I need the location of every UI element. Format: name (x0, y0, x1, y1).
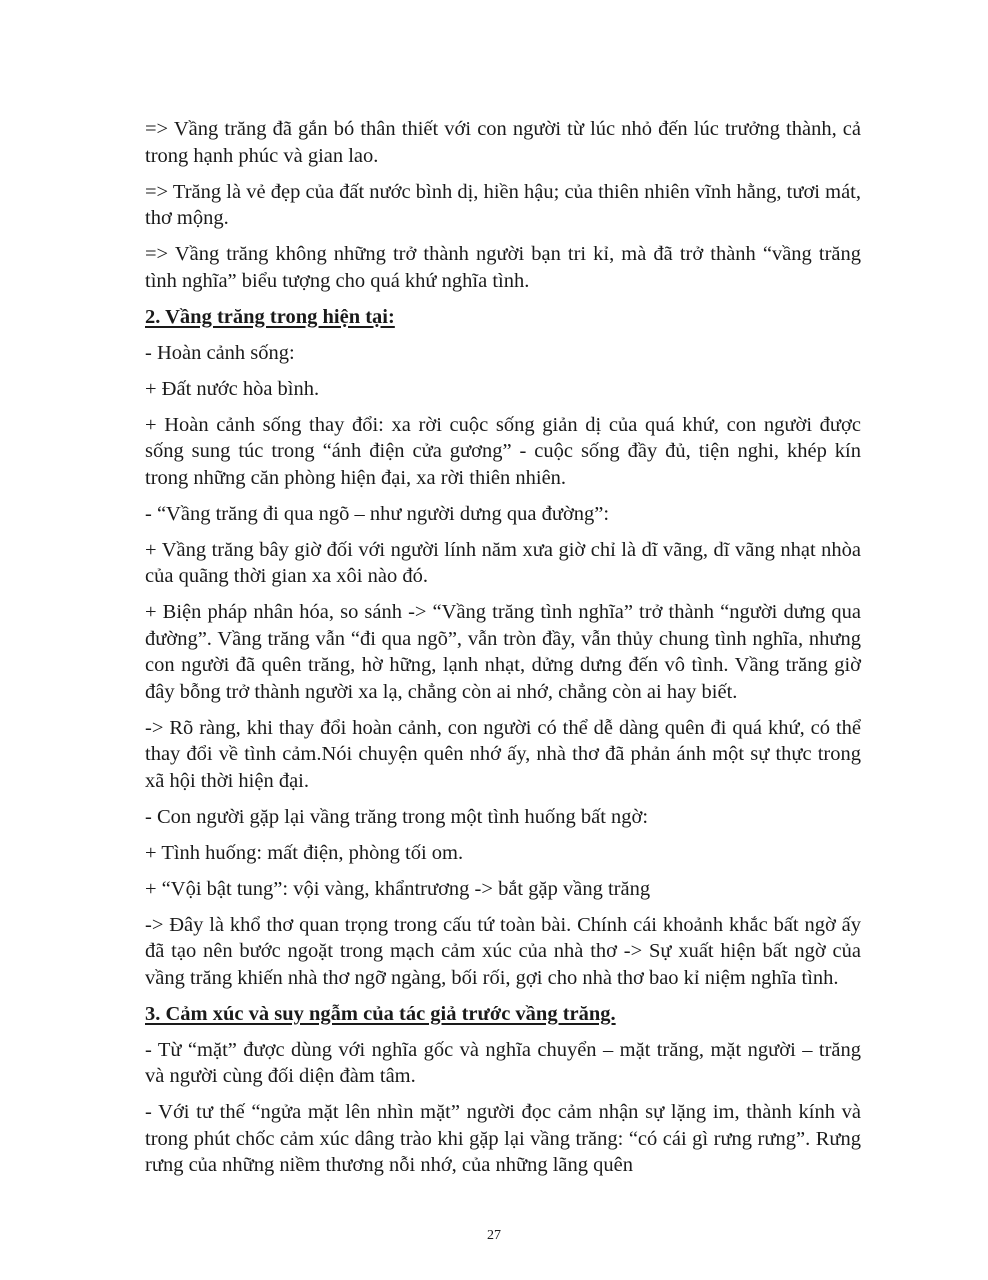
paragraph: -> Đây là khổ thơ quan trọng trong cấu tứ toàn bài. Chính cái khoảnh khắc bất ngờ ấy đã tạo nên bước ngoặt trong mạch cảm xúc của nhà thơ -> Sự xuất hiện bất ngờ của vầng trăng khiến nhà thơ ngỡ ngàng, bối rối, gợi cho nhà thơ bao kỉ niệm nghĩa tình. (145, 913, 861, 989)
paragraph: -> Rõ ràng, khi thay đổi hoàn cảnh, con người có thể dễ dàng quên đi quá khứ, có thể thay đổi về tình cảm.Nói chuyện quên nhớ ấy, nhà thơ đã phản ánh một sự thực trong xã hội thời hiện đại. (145, 716, 861, 792)
page-number: 27 (487, 1228, 501, 1243)
paragraph: - Hoàn cảnh sống: (145, 341, 295, 364)
paragraph: - “Vầng trăng đi qua ngõ – như người dưng qua đường”: (145, 502, 610, 525)
section-heading: 2. Vầng trăng trong hiện tại: (145, 305, 395, 328)
paragraph: + “Vội bật tung”: vội vàng, khẩntrương -> bắt gặp vầng trăng (145, 877, 651, 900)
paragraph: + Biện pháp nhân hóa, so sánh -> “Vầng trăng tình nghĩa” trở thành “người dưng qua đường”. Vầng trăng vẫn “đi qua ngõ”, vẫn tròn đầy, vẫn thủy chung tình nghĩa, nhưng con người đã quên trăng, hờ hững, lạnh nhạt, dửng dưng đến vô tình. Vầng trăng giờ đây bỗng trở thành người xa lạ, chẳng còn ai nhớ, chẳng còn ai hay biết. (145, 601, 861, 703)
paragraph: - Với tư thế “ngửa mặt lên nhìn mặt” người đọc cảm nhận sự lặng im, thành kính và trong phút chốc cảm xúc dâng trào khi gặp lại vầng trăng: “có cái gì rưng rưng”. Rưng rưng của những niềm thương nỗi nhớ, của những lãng quên (145, 1101, 861, 1176)
paragraph: + Đất nước hòa bình. (145, 377, 320, 400)
paragraph: + Tình huống: mất điện, phòng tối om. (145, 841, 464, 864)
section-heading: 3. Cảm xúc và suy ngẫm của tác giả trước vầng trăng. (145, 1002, 616, 1025)
paragraph: - Từ “mặt” được dùng với nghĩa gốc và nghĩa chuyển – mặt trăng, mặt người – trăng và người cùng đối diện đàm tâm. (145, 1038, 861, 1087)
paragraph: + Hoàn cảnh sống thay đổi: xa rời cuộc sống giản dị của quá khứ, con người được sống sung túc trong “ánh điện cửa gương” - cuộc sống đầy đủ, tiện nghi, khép kín trong những căn phòng hiện đại, xa rời thiên nhiên. (145, 413, 861, 489)
paragraph: - Con người gặp lại vầng trăng trong một tình huống bất ngờ: (145, 805, 649, 828)
paragraph: => Vầng trăng đã gắn bó thân thiết với con người từ lúc nhỏ đến lúc trưởng thành, cả trong hạnh phúc và gian lao. (145, 118, 861, 167)
paragraph: => Trăng là vẻ đẹp của đất nước bình dị, hiền hậu; của thiên nhiên vĩnh hằng, tươi mát, thơ mộng. (145, 180, 861, 229)
paragraph: + Vầng trăng bây giờ đối với người lính năm xưa giờ chỉ là dĩ vãng, dĩ vãng nhạt nhòa của quãng thời gian xa xôi nào đó. (145, 538, 861, 587)
paragraph: => Vầng trăng không những trở thành người bạn tri kỉ, mà đã trở thành “vầng trăng tình nghĩa” biểu tượng cho quá khứ nghĩa tình. (145, 243, 861, 292)
document-body (145, 116, 861, 1188)
